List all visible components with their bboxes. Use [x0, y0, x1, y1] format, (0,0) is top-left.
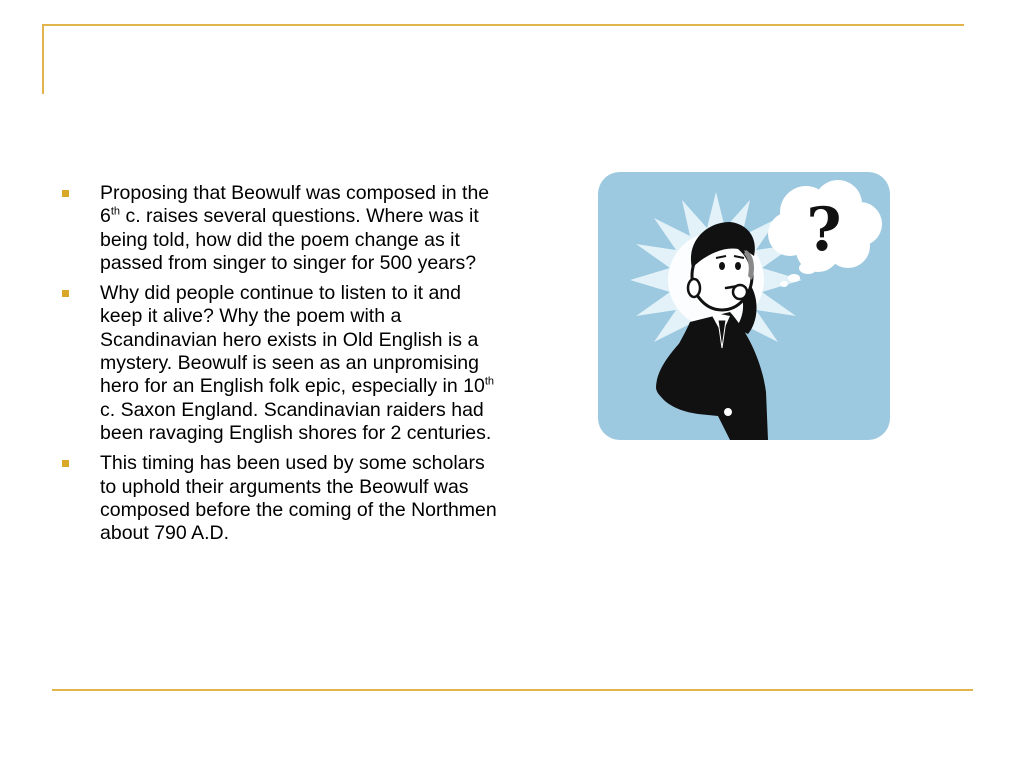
bullet-item [60, 282, 500, 445]
square-bullet-icon [62, 290, 69, 297]
square-bullet-icon [62, 190, 69, 197]
bullet-text: Proposing that Beowulf was composed in the 6th c. raises several questions. Where was it being told, how did the poem change as it passed from singer to singer for 500 years? [100, 182, 490, 274]
bullet-item [60, 182, 500, 275]
square-bullet-icon [62, 460, 69, 467]
bullet-text: This timing has been used by some scholars to uphold their arguments the Beowulf was composed before the coming of the Northmen about 790 A.D. [100, 452, 497, 545]
bullet-text: Why did people continue to listen to it and keep it alive? Why the poem with a Scandinavian hero exists in Old English is a mystery. Beowulf is seen as an unpromising hero for an English folk epic, especially in 10th c. Saxon England. Scandinavian raiders had been ravaging English shores for 2 centuries. [100, 282, 494, 444]
bottom-divider [52, 689, 973, 691]
title-accent-bar [42, 24, 44, 94]
thinking-man-question-icon [598, 172, 890, 440]
top-divider [42, 24, 964, 26]
bullet-item [60, 452, 500, 545]
bullet-list [60, 182, 500, 552]
svg-text:?: ? [806, 195, 842, 265]
